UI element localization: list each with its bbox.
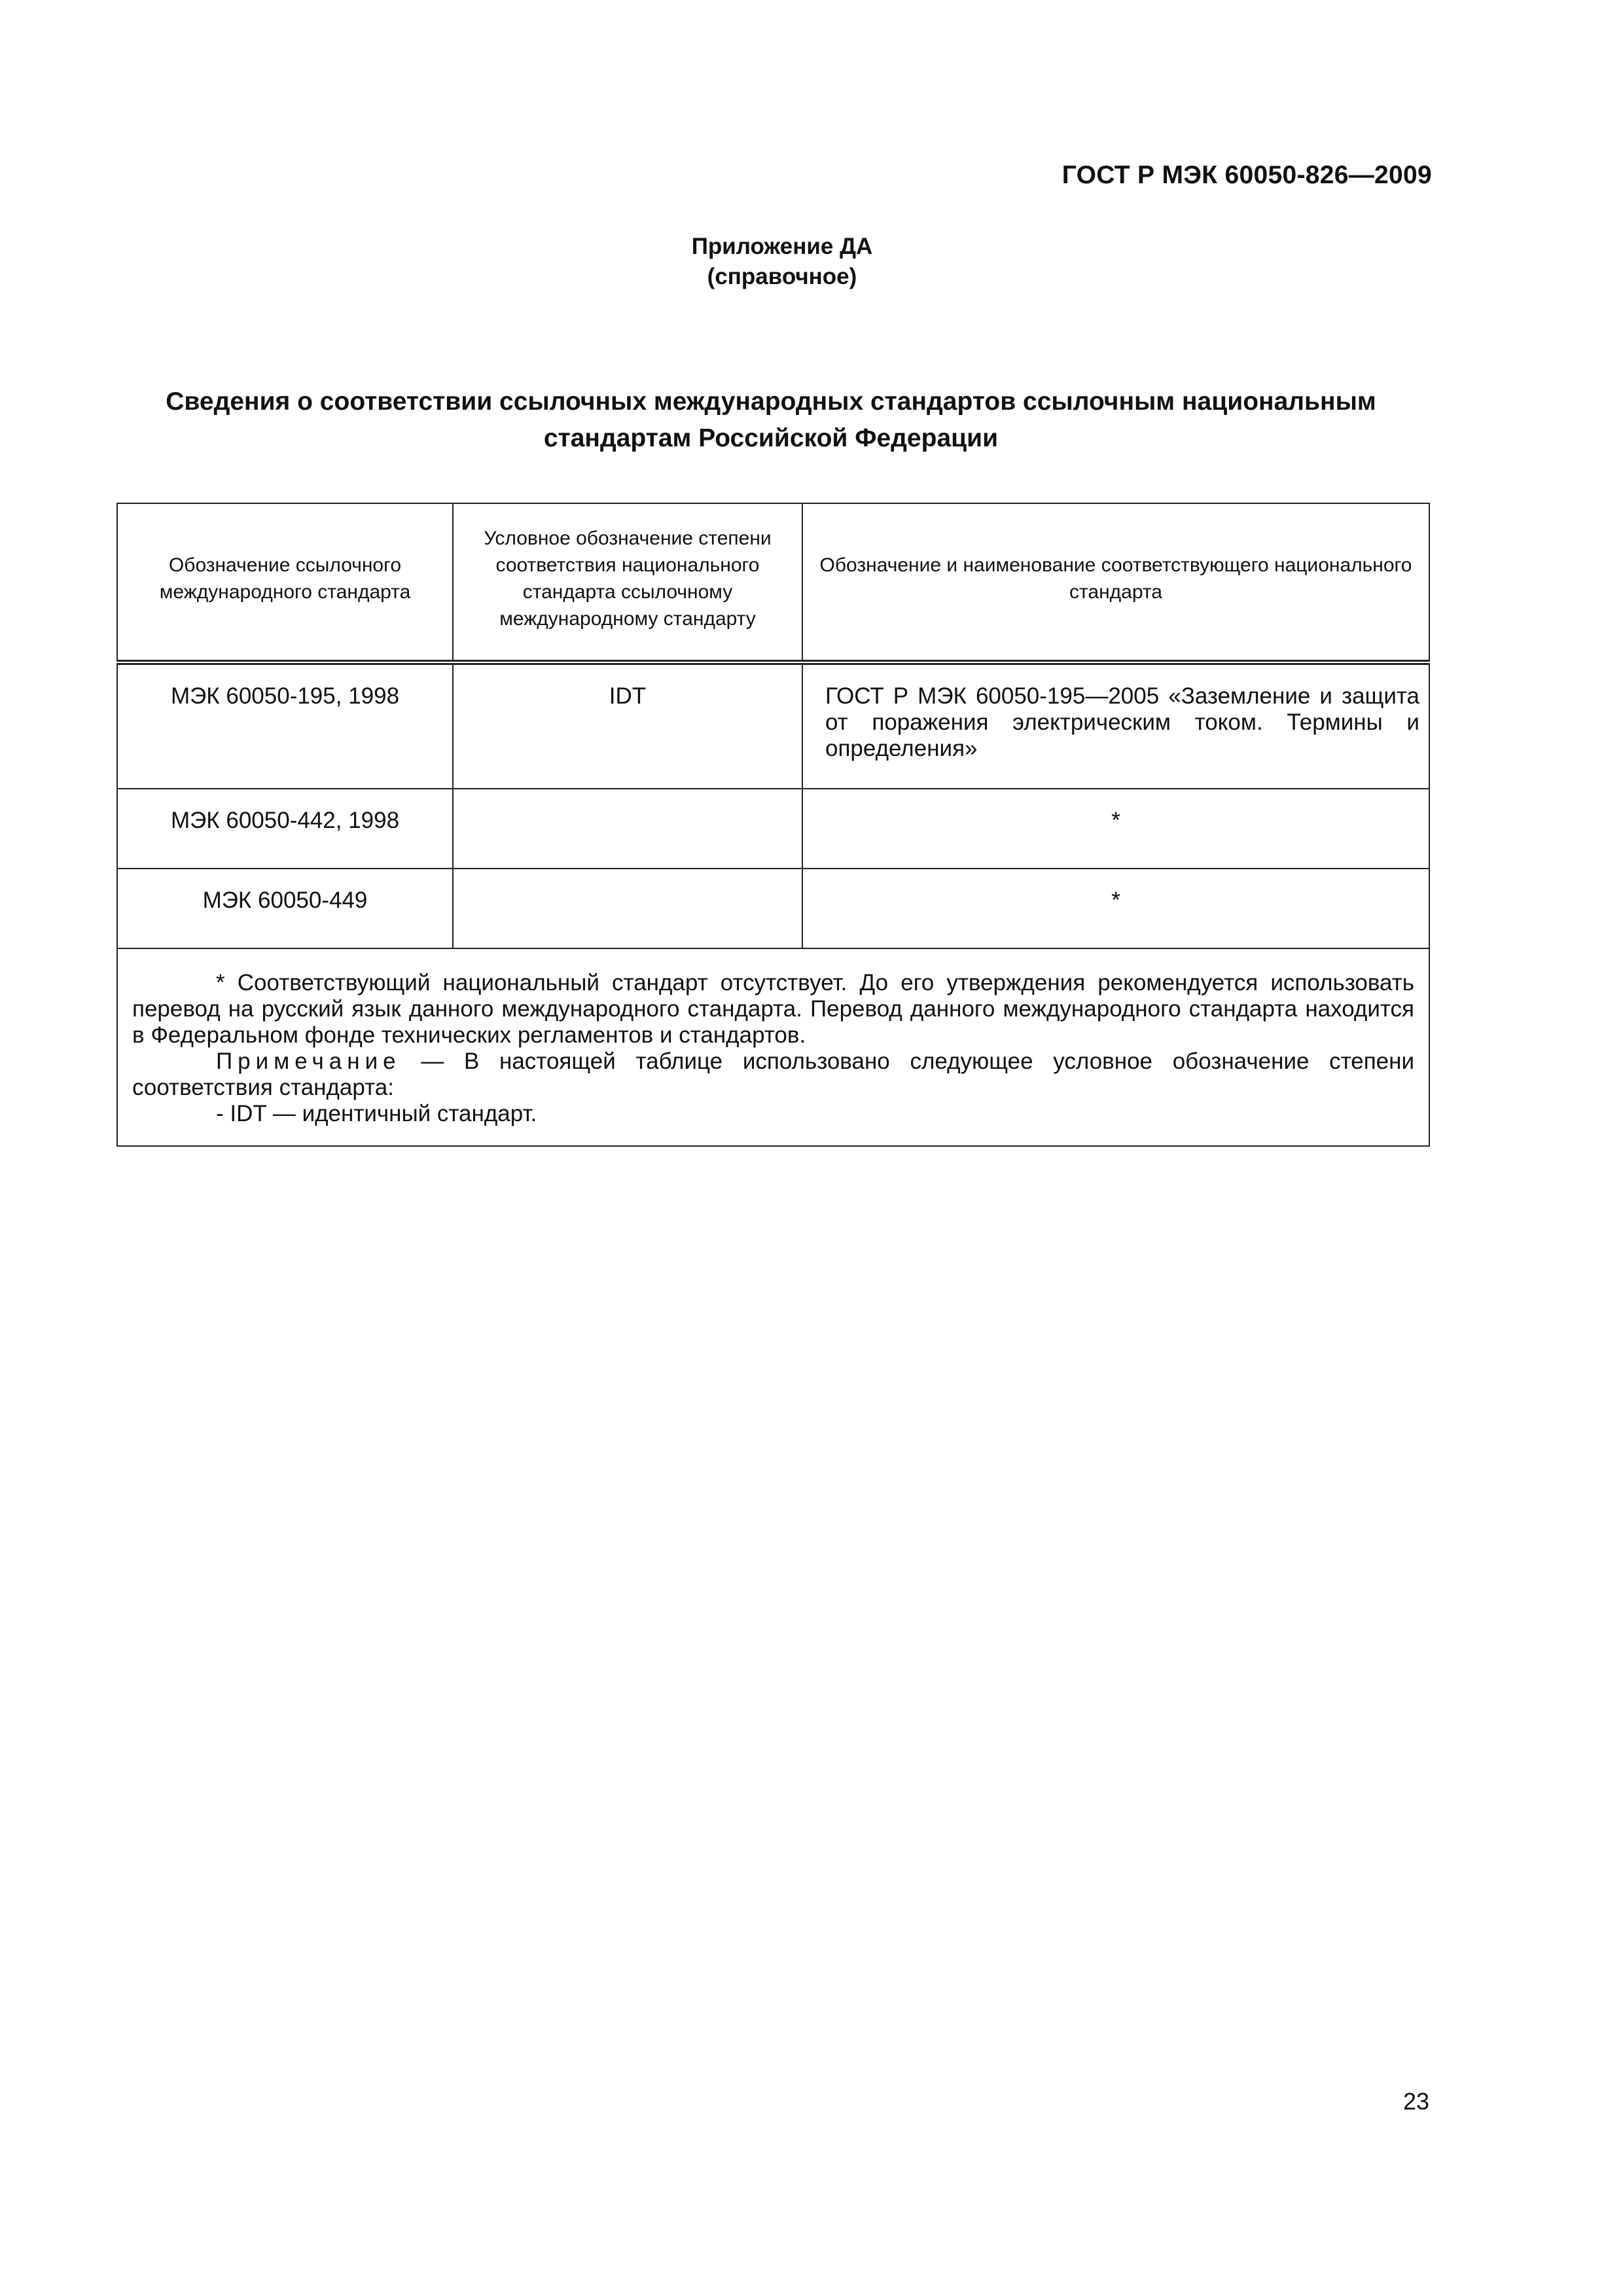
cell-degree — [453, 869, 802, 948]
note-item: - IDT — идентичный стандарт. — [216, 1101, 537, 1126]
note-text: — В настоящей таблице использовано следующее условное обозначение степени соответствия стандарта: — [132, 1049, 1414, 1100]
note-paragraph — [132, 1049, 1414, 1101]
cell-degree — [453, 789, 802, 869]
cell-national-standard: * — [802, 789, 1429, 869]
note-label: Примечание — [216, 1049, 401, 1074]
cell-national-standard: ГОСТ Р МЭК 60050-195—2005 «Заземление и защита от поражения электрическим током. Термины и определения» — [802, 662, 1429, 789]
table-row — [117, 662, 1429, 789]
document-code: ГОСТ Р МЭК 60050-826—2009 — [1061, 161, 1432, 189]
cell-international-designation: МЭК 60050-449 — [117, 869, 453, 948]
table-row — [117, 869, 1429, 948]
cell-national-standard: * — [802, 869, 1429, 948]
correspondence-table — [116, 503, 1430, 1147]
header-international-standard: Обозначение ссылочного международного стандарта — [117, 503, 453, 662]
appendix-kind: (справочное) — [707, 264, 857, 289]
appendix-heading — [0, 232, 1564, 292]
footnote-text: * Соответствующий национальный стандарт отсутствует. До его утверждения рекомендуется использовать перевод на русский язык данного международного стандарта. Перевод данного международного стандарта находится в Федеральном фонде технических регламентов и стандартов. — [132, 970, 1414, 1048]
header-national-standard: Обозначение и наименование соответствующего национального стандарта — [802, 503, 1429, 662]
cell-international-designation: МЭК 60050-442, 1998 — [117, 789, 453, 869]
table-header-row — [117, 503, 1429, 662]
section-title — [116, 384, 1425, 457]
appendix-title: Приложение ДА — [691, 234, 873, 259]
table-notes — [117, 948, 1429, 1146]
page-number: 23 — [1402, 2088, 1429, 2115]
table-row — [117, 789, 1429, 869]
cell-degree: IDT — [453, 662, 802, 789]
cell-international-designation: МЭК 60050-195, 1998 — [117, 662, 453, 789]
section-title-line-2: стандартам Российской Федерации — [543, 424, 999, 452]
header-degree-of-correspondence: Условное обозначение степени соответствия национального стандарта ссылочному международному стандарту — [453, 503, 802, 662]
section-title-line-1: Сведения о соответствии ссылочных международных стандартов ссылочным национальным — [166, 387, 1376, 416]
table-notes-row — [117, 948, 1429, 1146]
